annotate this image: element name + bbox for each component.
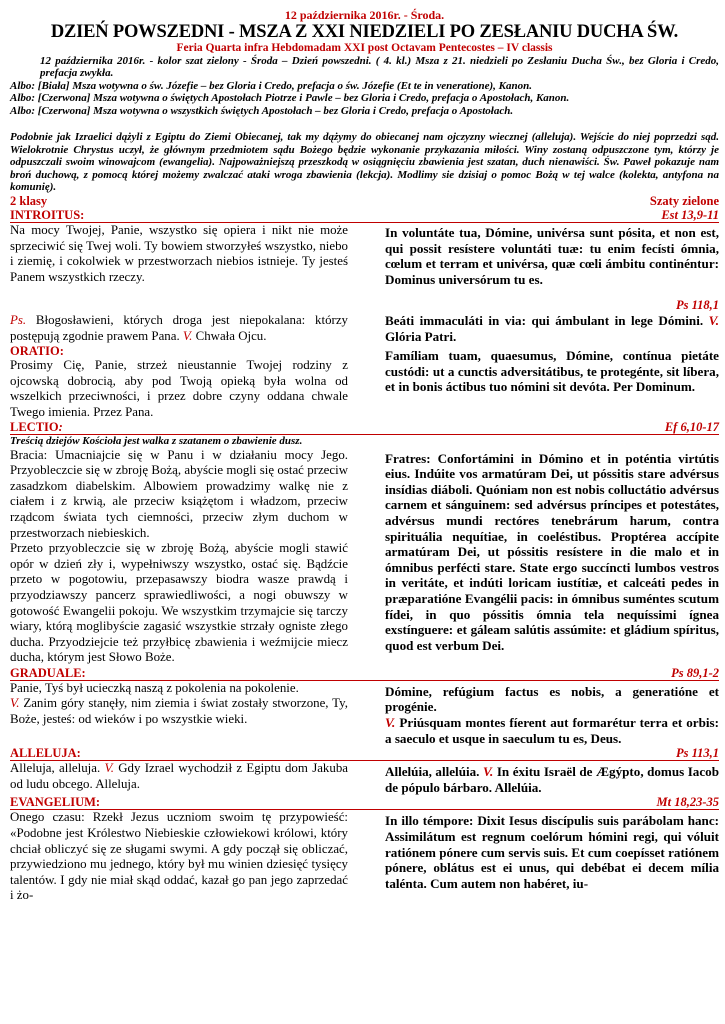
graduale-text-row xyxy=(10,681,719,746)
missal-page xyxy=(10,0,719,904)
polish-text: Prosimy Cię, Panie, strzeż nieustannie Twojej rodziny z ojcowską dobrocią, aby pod Twoją opieką była wolna od wszelkich przeciwności, i przez dobre czyny oddana chwale Twego imienia. Przez Pana. xyxy=(10,358,348,419)
psalm-text: Błogosławieni, których droga jest niepokalana: którzy postępują zgodnie prawem Pana. xyxy=(10,313,348,343)
polish-text: Bracia: Umacniajcie się w Panu i w działaniu mocy Jego. Przyobleczcie się w zbroję Bożą, abyście mogli się ostać przeciw zasadzkom diabelskim. Albowiem prowadzimy walkę nie z ciałem i z krwią, ale przeciw książętom i władzom, przeciw rządcom świata tych ciemności, przeciw złym duchom w przestworzach niebieskich. xyxy=(10,447,348,540)
lectio-subtitle: Treścią dziejów Kościoła jest walka z szatanem o zbawienie dusz. xyxy=(10,434,303,447)
polish-text: Panie, Tyś był ucieczką naszą z pokolenia na pokolenie. xyxy=(10,680,299,695)
rubric-line: Albo: [Biała] Msza wotywna o św. Józefie – bez Gloria i Credo, prefacja o św. Józefie (Et te in veneratione), Kanon. xyxy=(10,79,532,92)
page-title: DZIEŃ POWSZEDNI - MSZA Z XXI NIEDZIELI PO ZESŁANIU DUCHA ŚW. xyxy=(50,22,679,42)
introitus-psalm-row xyxy=(10,313,719,344)
versicle-mark: V. xyxy=(104,761,114,776)
scripture-reference: Ps 113,1 xyxy=(675,746,719,761)
versicle-mark: V. xyxy=(708,313,719,328)
psalm-ending: Glória Patri. xyxy=(385,328,457,344)
latin-text: In illo témpore: Dixit Iesus discípulis suis parábolam hanc: Assimilátum est regnum coelórum hómini regi, qui vóluit ratiónem pónere cum servis suis. Et cum coepísset ratiónem pónere, oblátus est ei unus, qui debébat ei decem mília talénta. Cum autem non habéret, iu- xyxy=(385,813,719,891)
psalm-reference: Ps 118,1 xyxy=(675,298,719,312)
latin-verse xyxy=(385,715,719,746)
evangelium-text-row xyxy=(10,810,719,904)
verse-text: In éxitu Israël de Ægýpto, domus Iacob de pópulo bárbaro. Allelúia. xyxy=(385,764,719,795)
scripture-reference: Ef 6,10-17 xyxy=(664,419,719,434)
alleluia-header xyxy=(10,746,719,761)
polish-psalm xyxy=(10,313,348,344)
class-label: 2 klasy xyxy=(10,194,48,208)
verse-text: Gdy Izrael wychodził z Egiptu dom Jakuba od ludu obcego. Alleluja. xyxy=(10,761,348,791)
section-label xyxy=(10,420,63,434)
versicle-mark: V. xyxy=(182,328,193,343)
verse-text: Priúsquam montes fíerent aut formarétur terra et orbis: a saeculo et usque in saeculum tu es, Deus. xyxy=(385,715,719,746)
versicle-mark: V. xyxy=(482,764,494,780)
latin-psalm xyxy=(385,313,719,344)
introitus-text-row xyxy=(10,223,719,299)
graduale-header xyxy=(10,666,719,681)
lectio-label: LECTIO xyxy=(10,419,59,434)
scripture-reference: Ps 89,1-2 xyxy=(671,665,719,680)
verse-text: Zanim góry stanęły, nim ziemia i świat zostały stworzone, Ty, Boże, jesteś: od wieków i po wszystkie wieki. xyxy=(10,696,348,727)
latin-text: Famíliam tuam, quaesumus, Dómine, contínua pietáte custódi: ut a cunctis adversitátibus, te protegénte, sit líbera, et in bonis áctibus tuo nómini sit devóta. Per Dominum. xyxy=(385,348,719,395)
section-label: EVANGELIUM: xyxy=(10,795,101,810)
rubrics-block xyxy=(10,55,719,117)
vestment-label: Szaty zielone xyxy=(649,194,719,208)
polish-text: Przeto przyobleczcie się w zbroję Bożą, abyście mogli stawić opór w dzień zły i, wypełniwszy wszystko, ostać się. Bądźcie przeto w pogotowiu, przepasawszy biodra wasze prawdą i przyodziawszy pancerz sprawiedliwości, a nogi obuwszy w gotowość Ewangelii pokoju. We wszystkim trzymajcie się tarczy wiary, którą moglibyście zagasić wszystkie strzały ogniste złego ducha. Przyodziejcie też przyłbicę zbawienia i weźmijcie miecz ducha, którym jest Słowo Boże. xyxy=(10,541,348,665)
section-label: INTROITUS: xyxy=(10,208,85,222)
date-header: 12 października 2016r. - Środa. xyxy=(284,8,445,22)
section-label: ALLELUJA: xyxy=(10,746,81,761)
latin-text xyxy=(385,764,719,795)
introitus-header xyxy=(10,208,719,223)
polish-text: Onego czasu: Rzekł Jezus uczniom swoim tę przypowieść: «Podobne jest Królestwo Niebieskie człowiekowi królowi, który chciał obliczyć się ze sługami swymi. A gdy począł się obliczać, przywiedziono mu jednego, który był mu winien dziesięć tysięcy talentów. I gdy nie miał skąd oddać, kazał go pan jego zaprzedać i żo- xyxy=(10,810,348,903)
alleluia-text-row xyxy=(10,761,719,795)
psalm-mark: Ps. xyxy=(10,313,27,327)
alleluia-text: Allelúia, allelúia. xyxy=(385,764,480,780)
section-label: GRADUALE: xyxy=(10,665,86,680)
latin-column xyxy=(385,684,719,746)
latin-text: In voluntáte tua, Dómine, univérsa sunt pósita, et non est, qui possit resístere voluntáti tuæ: tu enim fecísti ómnia, cœlum et terram et univérsa, quæ cœli ámbitu continéntur: Dominus universórum tu es. xyxy=(385,225,719,287)
feria-line: Feria Quarta infra Hebdomadam XXI post Octavam Pentecostes – IV classis xyxy=(176,42,553,54)
psalm-text: Beáti immaculáti in via: qui ámbulant in lege Dómini. xyxy=(385,313,704,328)
alleluia-text: Alleluja, alleluja. xyxy=(10,761,101,776)
scripture-reference: Mt 18,23-35 xyxy=(656,795,719,810)
latin-text: Dómine, refúgium factus es nobis, a generatióne et progénie. xyxy=(385,683,719,715)
polish-text xyxy=(10,761,348,795)
oratio-text-row xyxy=(10,344,719,420)
lectio-text-row xyxy=(10,448,719,666)
rubric-line: Albo: [Czerwona] Msza wotywna o świętych Apostołach Piotrze i Pawle – bez Gloria i Credo, prefacja o Apostołach, Kanon. xyxy=(10,92,570,105)
lectio-colon: : xyxy=(58,419,63,434)
versicle-mark: V. xyxy=(385,715,396,731)
polish-verse xyxy=(10,696,348,727)
introduction-text: Podobnie jak Izraelici dążyli z Egiptu do Ziemi Obiecanej, tak my dążymy do obiecanej nam ojczyzny wiecznej (alleluja). Wejście do niej poprzedzi sąd. Wielokrotnie Chrystus uczył, że głównym przedmiotem sądu Bożego będzie wykonanie przykazania miłości. Winy zostaną odpuszczone tym, którzy je odpuszczali swoim winowajcom (ewangelia). Najpoważniejszą przeszkodą w osiągnięciu zbawienia jest szatan, duch nienawiści. Św. Paweł pokazuje nam broń duchową, z pomocą której możemy zwalczać ataki wroga zbawienia (lekcja). Modlimy sie dzisiaj o pomoc Bożą w tej walce (kolekta, antyfona na komunię). xyxy=(10,131,719,194)
class-row xyxy=(10,194,719,208)
latin-text: Fratres: Confortámini in Dómino et in poténtia virtútis eius. Indúite vos armatúram Dei, ut póssitis stare advérsus insídias diáboli. Quóniam non est nobis colluctátio advérsus carnem et sánguinem: sed advérsus príncipes et potestátes, advérsus mundi rectóres tenebrárum harum, contra spirituália nequítiae, in coeléstibus. Proptérea accípite armatúram Dei, ut póssitis resístere in die malo et in ómnibus perfécti stare. State ergo succíncti lumbos vestros in veritáte, et indúti loricam iustítiæ, et calceáti pedes in præparatióne Evangélii pacis: in ómnibus suméntes scutum fídei, in quo póssitis ómnia tela nequíssimi ígnea exstínguere: et gáleam salútis assúmite: et gládium spíritus, quod est verbum Dei. xyxy=(385,450,719,653)
psalm-ending: Chwała Ojcu. xyxy=(195,328,267,343)
polish-column xyxy=(10,681,348,746)
polish-column xyxy=(10,448,348,666)
polish-text: Na mocy Twojej, Panie, wszystko się opiera i nikt nie może sprzeciwić się Twej woli. Ty bowiem stworzyłeś wszystko, niebo i ziemię, i cokolwiek w przestworzach niebios istnieje. Ty jesteś Panem wszystkich rzeczy. xyxy=(10,223,348,284)
section-label: ORATIO: xyxy=(10,344,64,359)
versicle-mark: V. xyxy=(10,696,20,711)
evangelium-header xyxy=(10,795,719,810)
scripture-reference: Est 13,9-11 xyxy=(661,208,719,222)
rubric-line: 12 października 2016r. - kolor szat zielony - Środa – Dzień powszedni. ( 4. kl.) Msza z 21. niedzieli po Zesłaniu Ducha Św., bez Gloria i Credo, prefacja zwykła. xyxy=(40,55,719,80)
lectio-header xyxy=(10,420,719,435)
rubric-line: Albo: [Czerwona] Msza wotywna o wszystkich świętych Apostołach – bez Gloria i Credo, prefacja o Apostołach. xyxy=(10,104,514,117)
